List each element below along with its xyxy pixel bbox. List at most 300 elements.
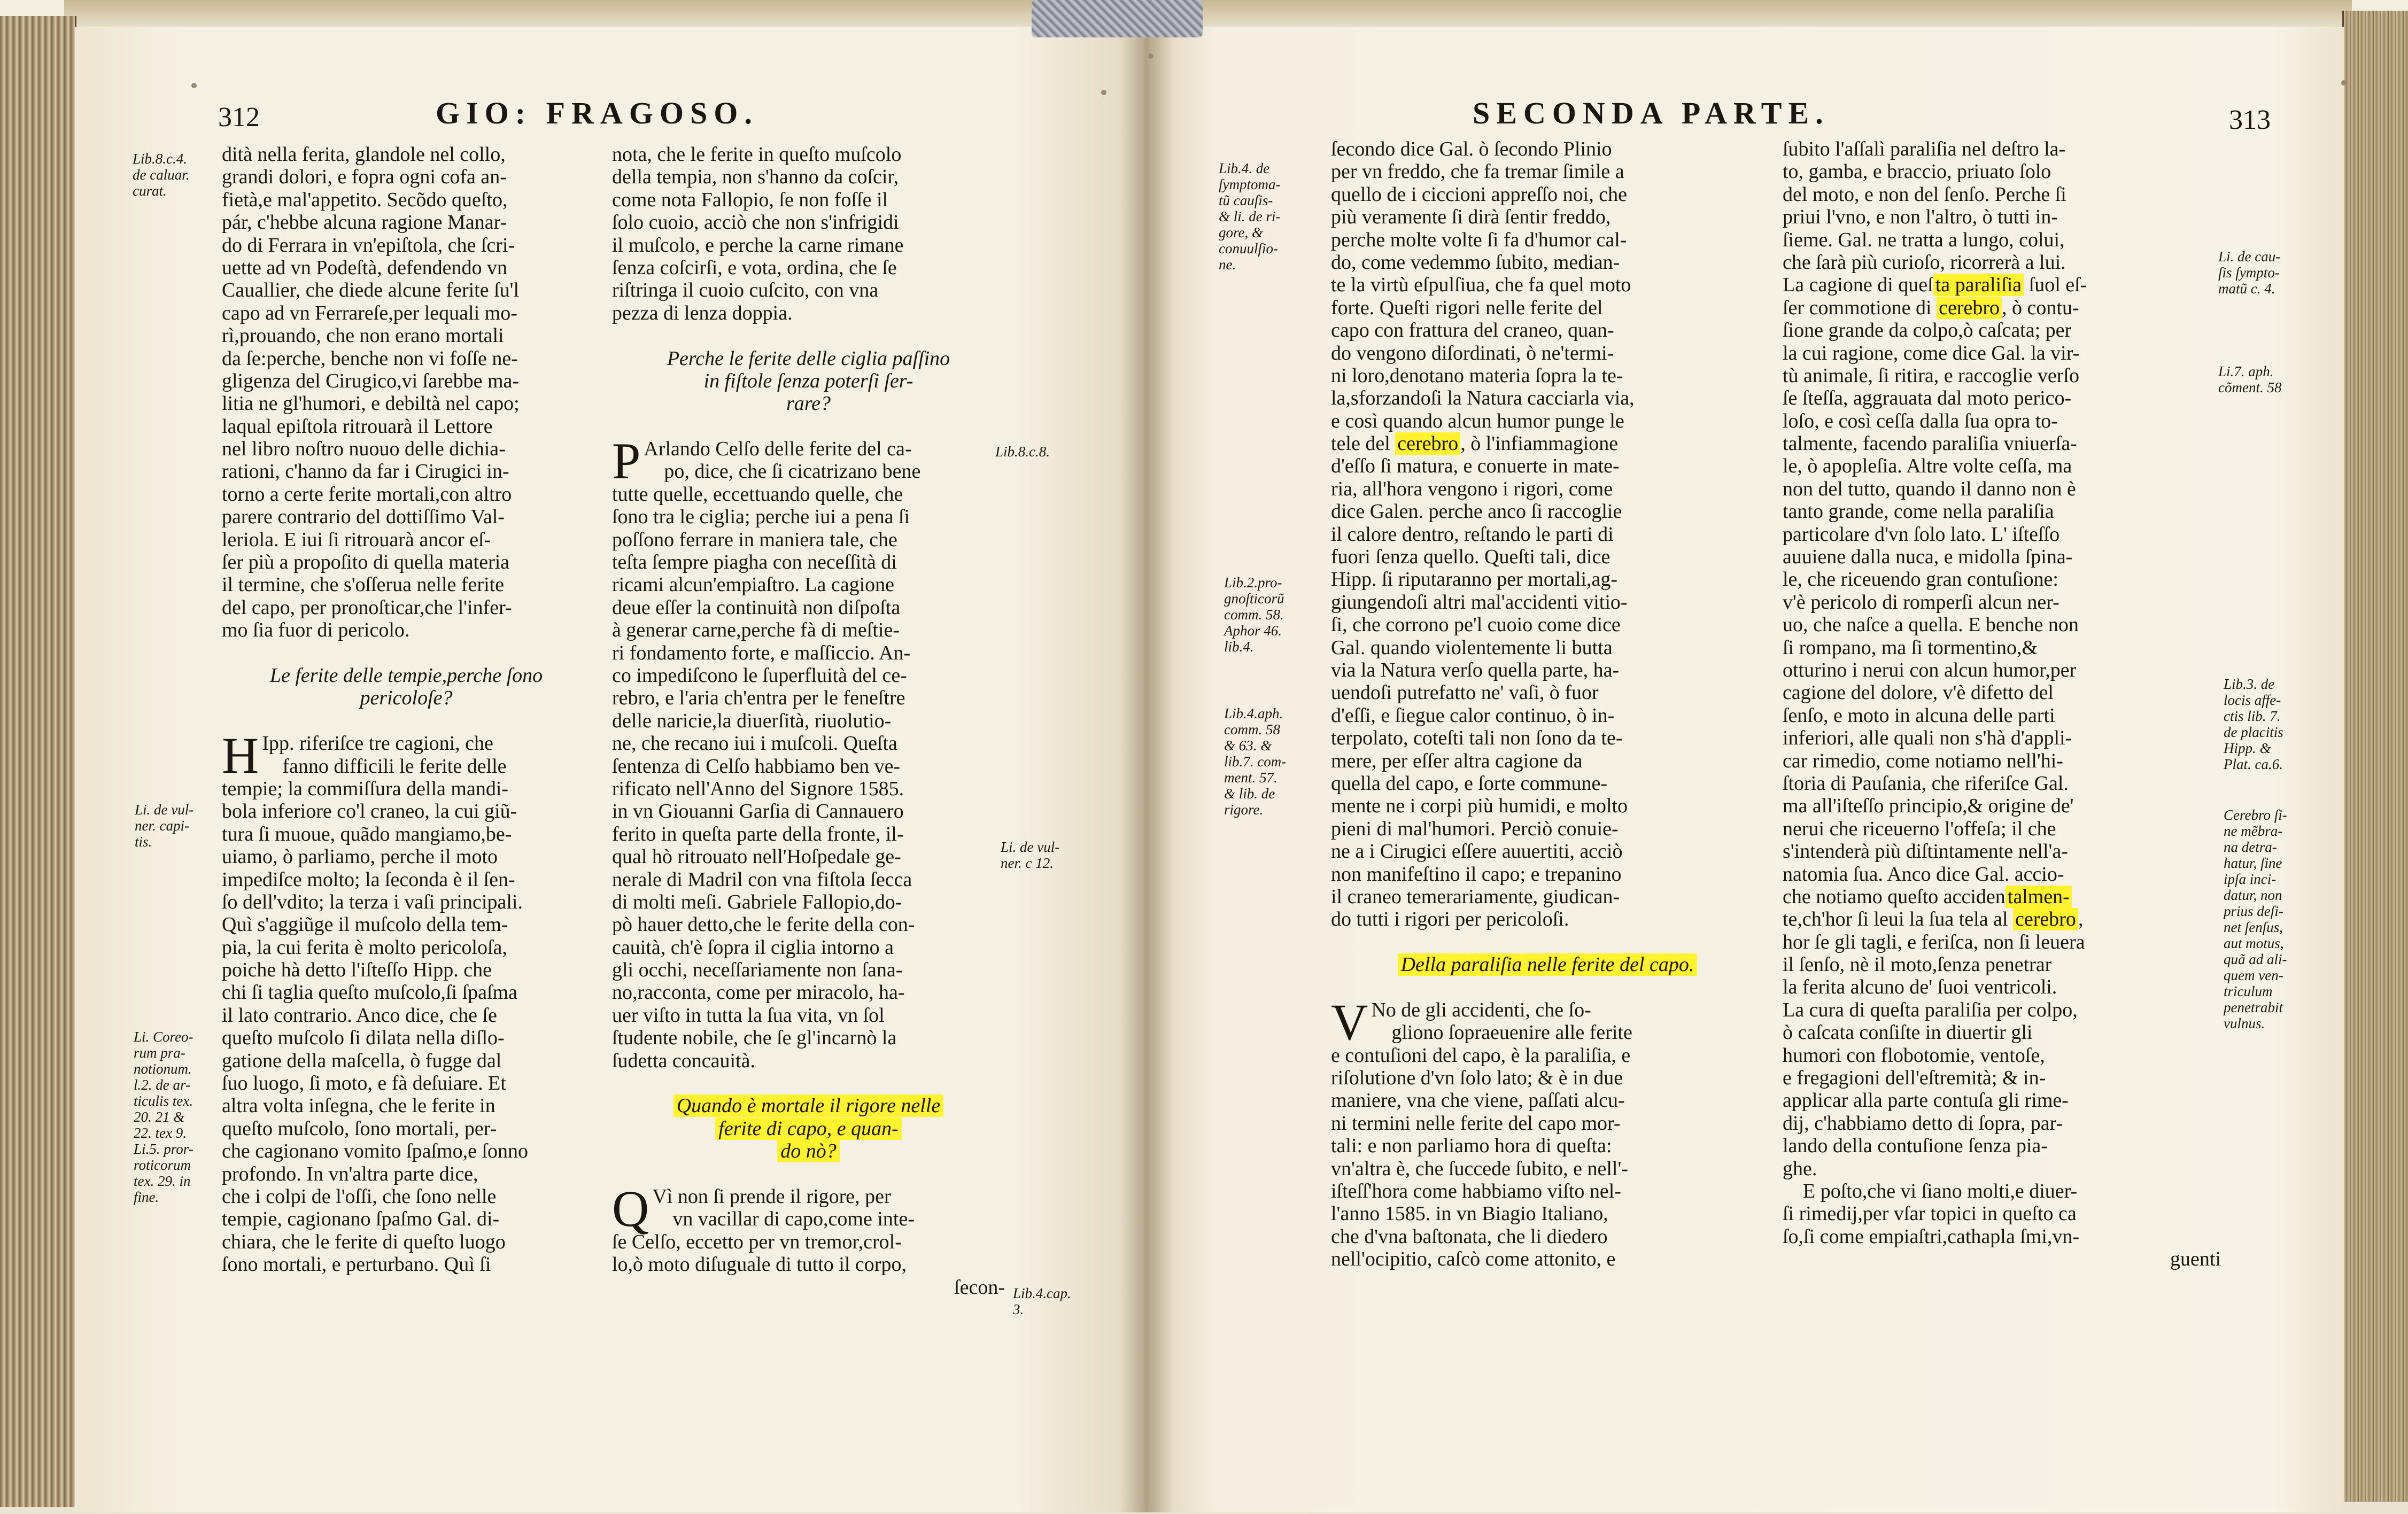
text-line: [612, 370, 1005, 392]
text-run: do tutti i rigori per pericoloſi.: [1331, 908, 1569, 931]
text-run: ſenza coſcirſi, e vota, ordina, che ſe: [612, 256, 897, 279]
text-run: pezza di lenza doppia.: [612, 301, 793, 324]
text-run: particolare d'vn ſolo lato. L' iſteſſo: [1783, 523, 2060, 546]
text-run: po, dice, che ſi cicatrizano bene: [644, 460, 921, 483]
text-line: [1331, 931, 1764, 953]
text-line: [222, 1185, 591, 1208]
text-line: [1331, 1067, 1764, 1089]
text-run: ri fondamento forte, e maſſiccio. An-: [612, 641, 911, 664]
text-line: [1783, 999, 2221, 1021]
text-run: perche molte volte ſi fa d'humor cal-: [1331, 228, 1627, 251]
text-line: [1331, 568, 1764, 591]
text-run: rationi, c'hanno da far i Cirugici in-: [222, 460, 509, 483]
text-run: di molti meſi. Gabriele Fallopio,do-: [612, 890, 902, 913]
text-run: ò caſcata conſiſte in diuertir gli: [1783, 1021, 2033, 1044]
text-run: laqual epiſtola ritrouarà il Lettore: [222, 415, 493, 438]
text-line: [1783, 478, 2221, 500]
text-run: gli occhi, neceſſariamente non ſana-: [612, 959, 903, 982]
text-line: [612, 619, 1005, 641]
text-run: Cauallier, che diede alcune ferite ſu'l: [222, 279, 520, 302]
text-run: fietà,e mal'appetito. Secõdo queſto,: [222, 188, 508, 211]
text-run: ſuol eſ-: [2024, 274, 2087, 297]
text-line: [1331, 1202, 1764, 1225]
text-run: che i colpi de l'oſſi, che ſono nelle: [222, 1185, 497, 1208]
text-run: priui l'vno, e non l'altro, ò tutti in-: [1783, 206, 2058, 229]
text-line: [1783, 251, 2221, 274]
text-line: [1331, 976, 1764, 998]
text-line: [1331, 546, 1764, 568]
text-run: ſieme. Gal. ne tratta a lungo, colui,: [1783, 228, 2065, 251]
pinhole-mark: [191, 83, 197, 88]
text-run: profondo. In vn'altra parte dice,: [222, 1162, 478, 1185]
text-line: [1331, 342, 1764, 364]
text-line: [1783, 1112, 2221, 1135]
text-line: [222, 392, 591, 415]
text-line: [1331, 591, 1764, 614]
text-line: [222, 189, 591, 211]
text-line: [1783, 410, 2221, 432]
text-run: nell'ocipitio, caſcò come attonito, e: [1331, 1248, 1616, 1271]
text-line: [222, 347, 591, 370]
text-line: [1331, 138, 1764, 160]
text-line: [222, 1140, 591, 1162]
text-run: E poſto,che vi ſiano molti,e diuer-: [1783, 1179, 2078, 1202]
text-line: [612, 642, 1005, 664]
text-run: uette ad vn Podeſtà, defendendo vn: [222, 256, 507, 279]
text-run: talmente, facendo paraliſia vniuerſa-: [1783, 432, 2077, 455]
text-line: [612, 302, 1005, 324]
text-run: loſo, e così ceſſa dalla ſua opra to-: [1783, 409, 2058, 432]
text-run: Arlando Celſo delle ferite del ca-: [644, 438, 912, 461]
text-line: [1783, 1248, 2221, 1270]
text-run: che ſarà più curioſo, ricorrerà a lui.: [1783, 251, 2066, 274]
margin-note: Lib.2.pro- gnoſticorũ comm. 58. Aphor 46. lib.4.: [1224, 574, 1284, 655]
text-run: do vengono diſordinati, ò ne'termi-: [1331, 341, 1614, 364]
highlighted-word: cerebro: [1937, 297, 2002, 319]
text-run: impediſce molto; la ſeconda è il ſen-: [222, 868, 515, 891]
text-line: [1783, 795, 2221, 817]
text-run: della tempia, non s'hanno da coſcir,: [612, 166, 899, 189]
text-line: [222, 257, 591, 279]
text-line: [1783, 500, 2221, 523]
text-line: [222, 981, 591, 1004]
text-run: tempie, cagionano ſpaſmo Gal. di-: [222, 1208, 500, 1231]
text-line: [612, 981, 1005, 1004]
text-run: via la Natura verſo quella parte, ha-: [1331, 658, 1620, 681]
text-run: d'eſſo ſi matura, e conuerte in mate-: [1331, 455, 1620, 478]
text-run: del capo, per pronoſticar,che l'infer-: [222, 596, 512, 619]
highlighted-word: cerebro: [2013, 908, 2078, 930]
text-line: [612, 868, 1005, 891]
text-run: gligenza del Cirugico,vi ſarebbe ma-: [222, 369, 520, 392]
text-run: queſto muſcolo ſi dilata nella diſlo-: [222, 1027, 505, 1050]
text-run: nota, che le ferite in queſto muſcolo: [612, 143, 902, 166]
text-line: [222, 959, 591, 981]
text-run: natomia ſua. Anco dice Gal. accio-: [1783, 863, 2064, 886]
text-run: il ſenſo, nè il moto,ſenza penetrar: [1783, 953, 2052, 976]
text-line: [612, 800, 1005, 822]
text-line: [1783, 953, 2221, 976]
text-line: [1783, 1158, 2221, 1180]
text-run: dità nella ferita, glandole nel collo,: [222, 143, 506, 166]
text-run: delle naricie,la diuerſità, riuolutio-: [612, 709, 892, 732]
text-line: [1331, 1158, 1764, 1180]
text-run: uendoſi putrefatto ne' vaſi, ò fuor: [1331, 681, 1599, 704]
margin-note: Lib.8.c.8.: [995, 444, 1050, 460]
text-run: hor ſe gli tagli, e feriſca, non ſi leuera: [1783, 930, 2085, 953]
text-run: litia ne gl'humori, e debiltà nel capo;: [222, 392, 520, 415]
text-run: il calore dentro, reſtando le parti di: [1331, 523, 1614, 546]
text-line: [222, 1027, 591, 1049]
text-run: ni loro,denotano materia ſopra la te-: [1331, 364, 1623, 387]
highlighted-heading: do nò?: [777, 1140, 840, 1162]
text-line: [1331, 432, 1764, 455]
text-line: [612, 1253, 1005, 1276]
text-line: [612, 823, 1005, 845]
text-run: ſono mortali, e perturbano. Quì ſi: [222, 1253, 491, 1276]
text-run: uiamo, ò parliamo, perche il moto: [222, 845, 498, 868]
left-page-column-1: [222, 143, 591, 1276]
margin-note: Li. Coreo- rum pra- notionum. l.2. de ar- ticulis tex. 20. 21 & 22. tex 9. Li.5. pror- roticorum tex. 29. in fine.: [134, 1029, 193, 1205]
text-run: inferiori, alle quali non s'hà d'appli-: [1783, 727, 2072, 750]
text-line: [1783, 908, 2221, 930]
book-right-edge: [2342, 11, 2408, 1502]
text-run: ma all'iſteſſo principio,& origine de': [1783, 795, 2074, 818]
text-run: gatione della maſcella, ò fugge dal: [222, 1049, 502, 1072]
text-run: in fiſtole ſenza poterſi ſer-: [703, 369, 913, 392]
text-run: do, come vedemmo ſubito, median-: [1331, 251, 1620, 274]
text-run: cauità, ch'è ſopra il ciglia intorno a: [612, 936, 894, 959]
text-line: [1783, 772, 2221, 795]
text-run: deue eſſer la continuità non diſpoſta: [612, 596, 901, 619]
text-line: [222, 211, 591, 234]
text-run: tù animale, ſi ritira, e raccoglie verſo: [1783, 364, 2079, 387]
text-run: non manifeſtino il capo; e trepanino: [1331, 863, 1622, 886]
text-line: [1783, 614, 2221, 636]
text-line: [612, 959, 1005, 981]
text-line: [1331, 206, 1764, 228]
text-line: [1783, 319, 2221, 341]
text-run: La cura di queſta paraliſia per colpo,: [1783, 998, 2078, 1021]
text-line: [1331, 1044, 1764, 1067]
text-run: qual hò ritrouato nell'Hoſpedale ge-: [612, 845, 901, 868]
text-run: otturino i nerui con alcun humor,per: [1783, 658, 2077, 681]
text-line: [644, 460, 1005, 483]
text-line: [612, 845, 1005, 868]
text-line: [1331, 274, 1764, 296]
text-line: [1783, 681, 2221, 704]
text-line: [1783, 432, 2221, 455]
text-line: [1783, 976, 2221, 998]
text-line: [222, 619, 591, 641]
text-run: leriola. E iui ſi ritrouarà ancor eſ-: [222, 528, 491, 551]
text-line: [612, 596, 1005, 619]
text-line: [1783, 1202, 2221, 1225]
text-run: à generar carne,perche fà di meſtie-: [612, 619, 900, 642]
text-line: [222, 1163, 591, 1185]
text-line: [1783, 818, 2221, 840]
text-line: [1331, 863, 1764, 886]
text-run: ſe Celſo, eccetto per vn tremor,crol-: [612, 1230, 902, 1253]
text-run: la cui ragione, come dice Gal. la vir-: [1783, 341, 2080, 364]
text-run: iſteſſ'hora come habbiamo viſto nel-: [1331, 1179, 1621, 1202]
text-run: v'è pericolo di romperſi alcun ner-: [1783, 591, 2059, 614]
text-line: [222, 279, 591, 301]
text-line: [612, 1094, 1005, 1117]
text-line: [1331, 659, 1764, 681]
text-line: [1783, 1089, 2221, 1112]
text-line: [222, 143, 591, 166]
text-line: [1783, 1225, 2221, 1248]
text-run: le, che riceuendo gran contuſione:: [1783, 568, 2058, 591]
pinhole-mark: [1101, 90, 1106, 95]
text-run: auuiene dalla nuca, e midolla ſpina-: [1783, 546, 2073, 569]
text-line: [1331, 160, 1764, 183]
highlighted-heading: Quando è mortale il rigore nelle: [673, 1094, 944, 1117]
text-run: tele del: [1331, 432, 1396, 455]
text-line: [1331, 704, 1764, 727]
text-run: la ferita alcuno de' ſuoi ventricoli.: [1783, 976, 2057, 999]
text-run: fuori ſenza quello. Queſti tali, dice: [1331, 546, 1611, 569]
text-line: [1331, 772, 1764, 795]
text-line: [222, 1094, 591, 1117]
text-run: No de gli accidenti, che ſo-: [1371, 998, 1591, 1021]
text-line: [1331, 818, 1764, 840]
text-line: [1331, 1135, 1764, 1157]
text-line: [222, 1117, 591, 1140]
text-run: il craneo temerariamente, giudican-: [1331, 885, 1620, 908]
text-line: [612, 506, 1005, 528]
text-run: ,: [2078, 908, 2084, 931]
text-run: , ò contu-: [2002, 296, 2079, 319]
text-run: rare?: [786, 392, 831, 415]
text-line: [222, 687, 591, 709]
text-line: [262, 755, 591, 778]
text-run: per vn freddo, che fa tremar ſimile a: [1331, 160, 1624, 183]
text-line: [612, 732, 1005, 755]
text-line: [1331, 183, 1764, 206]
text-run: no,racconta, come per miracolo, ha-: [612, 981, 905, 1004]
text-line: [612, 483, 1005, 506]
text-line: [612, 891, 1005, 913]
text-run: car rimedio, come notiamo nell'hi-: [1783, 749, 2063, 772]
text-line: [1331, 229, 1764, 251]
text-run: ſolo cuoio, acciò che non s'infrigidi: [612, 211, 899, 234]
text-run: dij, c'habbiamo detto di ſopra, par-: [1783, 1112, 2063, 1135]
text-line: [1783, 568, 2221, 591]
text-run: terpolato, coteſti tali non ſono da te-: [1331, 727, 1623, 750]
text-line: [1331, 478, 1764, 500]
margin-note: Li. de vul- ner. capi- tis.: [135, 802, 194, 850]
text-line: [222, 664, 591, 687]
text-run: tutte quelle, eccettuando quelle, che: [612, 483, 903, 506]
text-run: ſi rompano, ma ſi tormentino,&: [1783, 636, 2038, 659]
text-line: [222, 438, 591, 460]
text-line: [1331, 297, 1764, 319]
text-run: riſolutione d'vn ſolo lato; & è in due: [1331, 1067, 1623, 1090]
text-line: [612, 1027, 1005, 1049]
text-line: [222, 1004, 591, 1027]
text-run: il termine, che s'oſſerua nelle ferite: [222, 573, 505, 596]
text-run: ſuo luogo, ſi moto, e fà deſuiare. Et: [222, 1072, 506, 1095]
text-line: [612, 1163, 1005, 1185]
text-run: più veramente ſi dirà ſentir freddo,: [1331, 206, 1611, 229]
text-line: [222, 1231, 591, 1253]
pinhole-mark: [2341, 80, 2347, 86]
text-line: [612, 1004, 1005, 1027]
text-run: mente ne i corpi più humidi, e molto: [1331, 795, 1628, 818]
margin-note: Cerebro ſi- ne mẽbra- na detra- hatur, ſine ipſa inci- datur, non prius deſi- net ſenſus, aut motus, quã ad ali- quem ven- triculum penetrabit vulnus.: [2224, 807, 2287, 1031]
text-run: Gal. quando violentemente li butta: [1331, 636, 1613, 659]
text-line: [1783, 523, 2221, 546]
text-line: [1783, 636, 2221, 659]
text-run: grandi dolori, e fopra ogni cofa an-: [222, 166, 507, 189]
text-line: [1331, 681, 1764, 704]
margin-note: Lib.8.c.4. de caluar. curat.: [133, 151, 190, 199]
text-line: [612, 189, 1005, 211]
text-run: mo ſia fuor di pericolo.: [222, 619, 410, 642]
text-line: [612, 1117, 1005, 1140]
text-line: [222, 868, 591, 891]
text-line: [1783, 160, 2221, 183]
text-run: ne, che recano iui i muſcoli. Queſta: [612, 732, 897, 755]
text-run: capo ad vn Ferrareſe,per lequali mo-: [222, 301, 517, 324]
text-run: ſecon-: [954, 1276, 1005, 1299]
text-line: [1783, 750, 2221, 772]
text-line: [222, 1253, 591, 1276]
text-run: rebro, e l'aria ch'entra per le feneſtre: [612, 687, 905, 710]
text-line: [222, 596, 591, 619]
text-line: [1331, 364, 1764, 387]
text-run: pár, c'hebbe alcuna ragione Manar-: [222, 211, 507, 234]
text-line: [1371, 1021, 1764, 1044]
text-run: giungendoſi altri mal'accidenti vitio-: [1331, 591, 1628, 614]
text-line: [222, 823, 591, 845]
highlighted-heading: ferite di capo, e quan-: [715, 1117, 902, 1140]
text-run: ſer commotione di: [1783, 296, 1937, 319]
text-line: [612, 913, 1005, 936]
text-line: [222, 483, 591, 506]
text-run: e fregagioni dell'eſtremità; & in-: [1783, 1067, 2046, 1090]
text-run: ricami alcun'empiaſtro. La cagione: [612, 573, 895, 596]
text-line: [612, 755, 1005, 778]
text-line: [612, 257, 1005, 279]
drop-cap: V: [1331, 993, 1368, 1051]
text-line: [612, 936, 1005, 959]
text-run: lo,ò moto diſuguale di tutto il corpo,: [612, 1253, 907, 1276]
right-page-column-1: [1331, 138, 1764, 1271]
text-run: la,sforzandoſi la Natura cacciarla via,: [1331, 387, 1635, 410]
text-run: come nota Fallopio, ſe non foſſe il: [612, 188, 888, 211]
text-line: [1783, 387, 2221, 409]
text-line: [222, 529, 591, 551]
text-run: fanno difficili le ferite delle: [262, 755, 507, 778]
text-line: [1783, 1044, 2221, 1067]
text-line: [612, 710, 1005, 732]
text-run: mere, per eſſer altra cagione da: [1331, 749, 1583, 772]
text-line: [1331, 795, 1764, 817]
text-line: [1331, 636, 1764, 659]
text-line: [612, 1231, 1005, 1253]
text-run: chiara, che le ferite di queſto luogo: [222, 1230, 506, 1253]
text-line: [612, 573, 1005, 596]
text-run: Hipp. ſi riputaranno per mortali,ag-: [1331, 568, 1618, 591]
text-run: parere contrario del dottiſſimo Val-: [222, 506, 505, 529]
text-run: ſenſo, e moto in alcuna delle parti: [1783, 704, 2055, 727]
text-line: [612, 234, 1005, 257]
text-run: ſi, che corrono pe'l cuoio come dice: [1331, 614, 1621, 636]
text-line: [1783, 274, 2221, 296]
text-run: nerui che riceuerno l'offeſa; il che: [1783, 817, 2056, 840]
text-line: [612, 166, 1005, 188]
text-line: [1331, 1089, 1764, 1112]
text-run: Perche le ferite delle ciglia paſſino: [667, 347, 950, 370]
text-run: La cagione di queſ: [1783, 274, 1933, 297]
text-run: rì,prouando, che non erano mortali: [222, 324, 504, 347]
text-run: ſi rimedij,per vſar topici in queſto ca: [1783, 1202, 2077, 1225]
text-run: te,ch'hor ſi leui la ſua tela al: [1783, 908, 2014, 931]
page-number-left: 312: [218, 102, 260, 133]
text-line: [222, 415, 591, 438]
highlighted-word: ta paraliſia: [1933, 274, 2024, 296]
text-line: [222, 710, 591, 732]
running-head-right: SECONDA PARTE.: [1473, 96, 1830, 130]
text-line: [222, 800, 591, 822]
text-run: tura ſi muoue, quãdo mangiamo,be-: [222, 822, 512, 845]
text-line: [1783, 931, 2221, 953]
text-line: [222, 460, 591, 483]
text-line: [222, 1050, 591, 1072]
left-page-column-2: [612, 143, 1005, 1299]
text-line: [222, 845, 591, 868]
text-run: gliono ſopraeuenire alle ferite: [1371, 1021, 1632, 1044]
text-line: [612, 1276, 1005, 1299]
text-line: [222, 936, 591, 959]
text-line: [612, 415, 1005, 438]
margin-note: Li.7. aph. cõment. 58: [2218, 363, 2282, 395]
text-line: [1331, 1248, 1764, 1270]
text-run: ſione grande da colpo,ò caſcata; per: [1783, 319, 2072, 342]
text-run: forte. Queſti rigori nelle ferite del: [1331, 296, 1603, 319]
text-run: da ſe:perche, benche non vi foſſe ne-: [222, 347, 518, 370]
text-line: [222, 234, 591, 257]
text-run: tali: e non parliamo hora di queſta:: [1331, 1135, 1612, 1158]
text-run: pò hauer detto,che le ferite della con-: [612, 913, 915, 936]
text-line: [1783, 364, 2221, 387]
text-line: [222, 1208, 591, 1230]
text-run: ſo,ſi come empiaſtri,cathapla ſmi,vn-: [1783, 1225, 2080, 1248]
text-line: [1783, 1021, 2221, 1044]
highlighted-word: talmen-: [2006, 886, 2072, 908]
text-run: queſto muſcolo, ſono mortali, per-: [222, 1117, 497, 1140]
text-run: il muſcolo, e perche la carne rimane: [612, 234, 904, 257]
book-left-edge: [0, 16, 76, 1507]
text-run: quello de i ciccioni appreſſo noi, che: [1331, 183, 1627, 206]
text-run: rificato nell'Anno del Signore 1585.: [612, 777, 904, 800]
text-run: in vn Giouanni Garſia di Cannauero: [612, 800, 904, 823]
text-line: [1783, 342, 2221, 364]
text-run: tanto grande, come nella paraliſia: [1783, 500, 2054, 523]
text-run: Ipp. riferiſce tre cagioni, che: [262, 732, 493, 755]
text-line: [1331, 410, 1764, 432]
text-run: to, gamba, e braccio, priuato ſolo: [1783, 160, 2051, 183]
margin-note: Li. de cau- ſis ſympto- matũ c. 4.: [2218, 249, 2281, 297]
text-run: ferito in queſta parte della fronte, il-: [612, 822, 904, 845]
text-run: Le ferite delle tempie,perche ſono: [269, 664, 543, 687]
text-run: co impediſcono le ſuperfluità del ce-: [612, 664, 907, 687]
text-run: applicar alla parte contuſa gli rime-: [1783, 1089, 2069, 1112]
bookmark-ribbon: [1032, 0, 1203, 37]
